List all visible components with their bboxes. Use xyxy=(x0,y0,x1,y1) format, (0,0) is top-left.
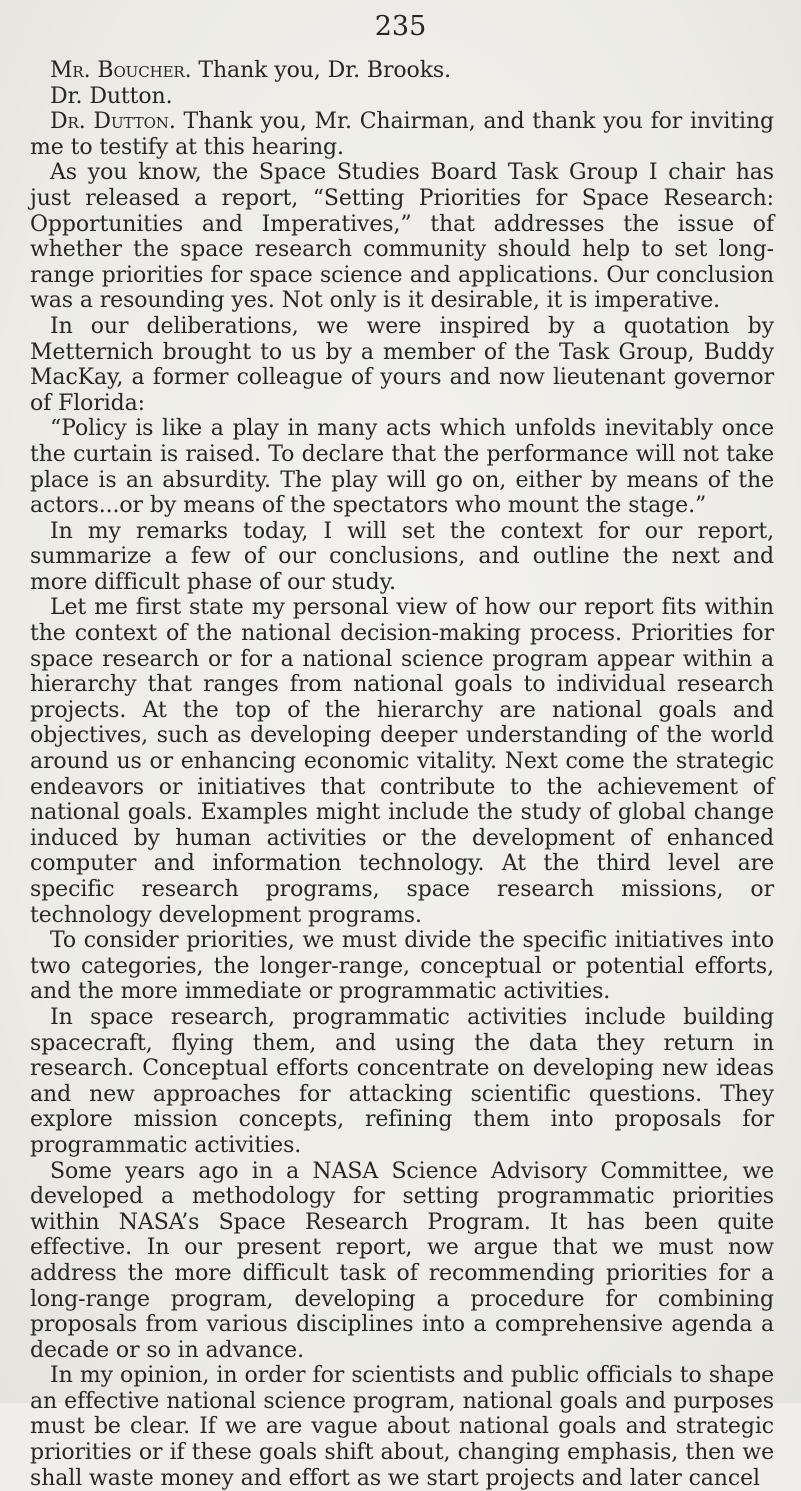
paragraph xyxy=(30,314,774,416)
paragraph xyxy=(30,160,774,314)
paragraph xyxy=(30,58,774,84)
paragraph xyxy=(30,84,774,110)
paragraph-text: In my opinion, in order for scientists and public officials to shape an effective national science program, national goals and purposes must be clear. If we are vague about national goals and strategic priorities or if these goals shift about, changing emphasis, then we shall waste money and effort as we start projects and later cancel xyxy=(30,1363,774,1491)
paragraph-text: Some years ago in a NASA Science Advisory Committee, we developed a methodology for setting programmatic priorities within NASA’s Space Research Program. It has been quite effective. In our present report, we argue that we must now address the more difficult task of recommending priorities for a long-range program, developing a procedure for combining proposals from various disciplines into a comprehensive agenda a decade or so in advance. xyxy=(30,1158,774,1363)
paragraph-text: To consider priorities, we must divide the specific initiatives into two categories, the longer-range, conceptual or potential efforts, and the more immediate or programmatic activities. xyxy=(30,928,774,1005)
paragraph xyxy=(30,1005,774,1159)
paragraph-text: In my remarks today, I will set the context for our report, summarize a few of our conclusions, and outline the next and more difficult phase of our study. xyxy=(30,518,774,595)
paragraph-text: Dr. Dutton. xyxy=(50,83,173,109)
paragraph xyxy=(30,109,774,160)
body-text xyxy=(30,58,774,1491)
page-number: 235 xyxy=(374,11,427,42)
speaker-name: Dr. Dutton. xyxy=(50,109,176,135)
paragraph-text: Thank you, Mr. Chairman, and thank you for inviting me to testify at this hearing. xyxy=(30,109,774,160)
paragraph-text: As you know, the Space Studies Board Task Group I chair has just released a report, “Setting Priorities for Space Research: Opportunities and Imperatives,” that addresses the issue of whether the space research community should help to set long-range priorities for space science and applications. Our conclusion was a resounding yes. Not only is it desirable, it is imperative. xyxy=(30,160,774,314)
paragraph-text: Thank you, Dr. Brooks. xyxy=(191,58,452,83)
paragraph xyxy=(30,595,774,928)
speaker-name: Mr. Boucher. xyxy=(50,58,192,83)
paragraph-text: In space research, programmatic activities include building spacecraft, flying them, and using the data they return in research. Conceptual efforts concentrate on developing new ideas and new approaches for attacking scientific questions. They explore mission concepts, refining them into proposals for programmatic activities. xyxy=(30,1004,774,1158)
paragraph-text: Let me first state my personal view of how our report fits within the context of the national decision-making process. Priorities for space research or for a national science program appear within a hierarchy that ranges from national goals to individual research projects. At the top of the hierarchy are national goals and objectives, such as developing deeper understanding of the world around us or enhancing economic vitality. Next come the strategic endeavors or initiatives that contribute to the achievement of national goals. Examples might include the study of global change induced by human activities or the development of enhanced computer and information technology. At the third level are specific research programs, space research missions, or technology development programs. xyxy=(30,595,774,928)
quotation-paragraph xyxy=(30,416,774,518)
paragraph xyxy=(30,928,774,1005)
paragraph-text: “Policy is like a play in many acts which unfolds inevitably once the curtain is raised. To declare that the performance will not take place is an absurdity. The play will go on, either by means of the actors...or by means of the spectators who mount the stage.” xyxy=(30,416,774,519)
paragraph xyxy=(30,519,774,596)
paragraph-text: In our deliberations, we were inspired by a quotation by Metternich brought to us by a member of the Task Group, Buddy MacKay, a former colleague of yours and now lieutenant governor of Florida: xyxy=(30,313,774,416)
paragraph xyxy=(30,1363,774,1491)
paragraph xyxy=(30,1159,774,1364)
